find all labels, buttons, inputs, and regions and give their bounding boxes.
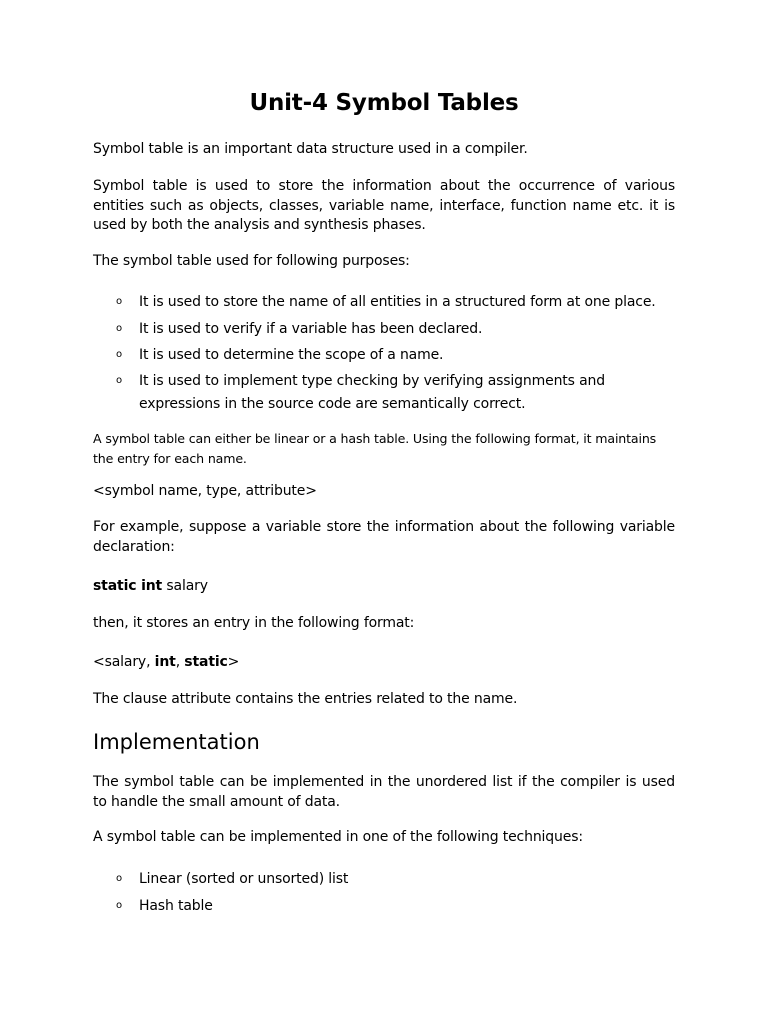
format-paragraph: A symbol table can either be linear or a hash table. Using the following format, it maintains the entry for each name. — [93, 431, 657, 466]
entry-type: int — [154, 654, 176, 670]
entry-part: <salary, — [93, 654, 155, 670]
variable-text: salary — [162, 578, 208, 594]
implementation-paragraph: The symbol table can be implemented in the unordered list if the compiler is used to handle the small amount of data. — [93, 774, 675, 810]
keyword-text: static int — [93, 578, 163, 594]
list-item-text: Hash table — [139, 898, 213, 914]
list-item-text: It is used to store the name of all entities in a structured form at one place. — [139, 294, 656, 310]
clause-paragraph: The clause attribute contains the entries related to the name. — [93, 691, 518, 707]
example-paragraph: For example, suppose a variable store the information about the following variable declaration: — [93, 519, 675, 555]
list-item-text: It is used to determine the scope of a name. — [139, 347, 444, 363]
page-title: Unit-4 Symbol Tables — [249, 90, 519, 116]
list-item-text: It is used to implement type checking by verifying assignments and expressions in the source code are semantically correct. — [139, 373, 605, 412]
format-template: <symbol name, type, attribute> — [93, 483, 317, 499]
entry-intro: then, it stores an entry in the following format: — [93, 615, 415, 631]
bullet-icon: o — [116, 873, 123, 884]
bullet-icon: o — [116, 296, 123, 307]
techniques-intro: A symbol table can be implemented in one of the following techniques: — [93, 829, 583, 845]
section-heading: Implementation — [93, 730, 260, 754]
entry-example — [93, 653, 675, 673]
bullet-icon: o — [116, 900, 123, 911]
declaration-example — [93, 577, 675, 597]
entry-attribute: static — [184, 654, 228, 670]
bullet-icon: o — [116, 349, 123, 360]
bullet-icon: o — [116, 375, 123, 386]
purposes-intro: The symbol table used for following purposes: — [93, 253, 410, 269]
intro-paragraph: Symbol table is an important data structure used in a compiler. — [93, 141, 528, 157]
list-item-text: It is used to verify if a variable has been declared. — [139, 321, 483, 337]
bullet-icon: o — [116, 323, 123, 334]
list-item-text: Linear (sorted or unsorted) list — [139, 871, 349, 887]
description-paragraph: Symbol table is used to store the information about the occurrence of various entities such as objects, classes, variable name, interface, function name etc. it is used by both the analysis and synthesis phases. — [93, 178, 675, 233]
entry-separator: , — [175, 654, 185, 670]
entry-close: > — [227, 654, 240, 670]
